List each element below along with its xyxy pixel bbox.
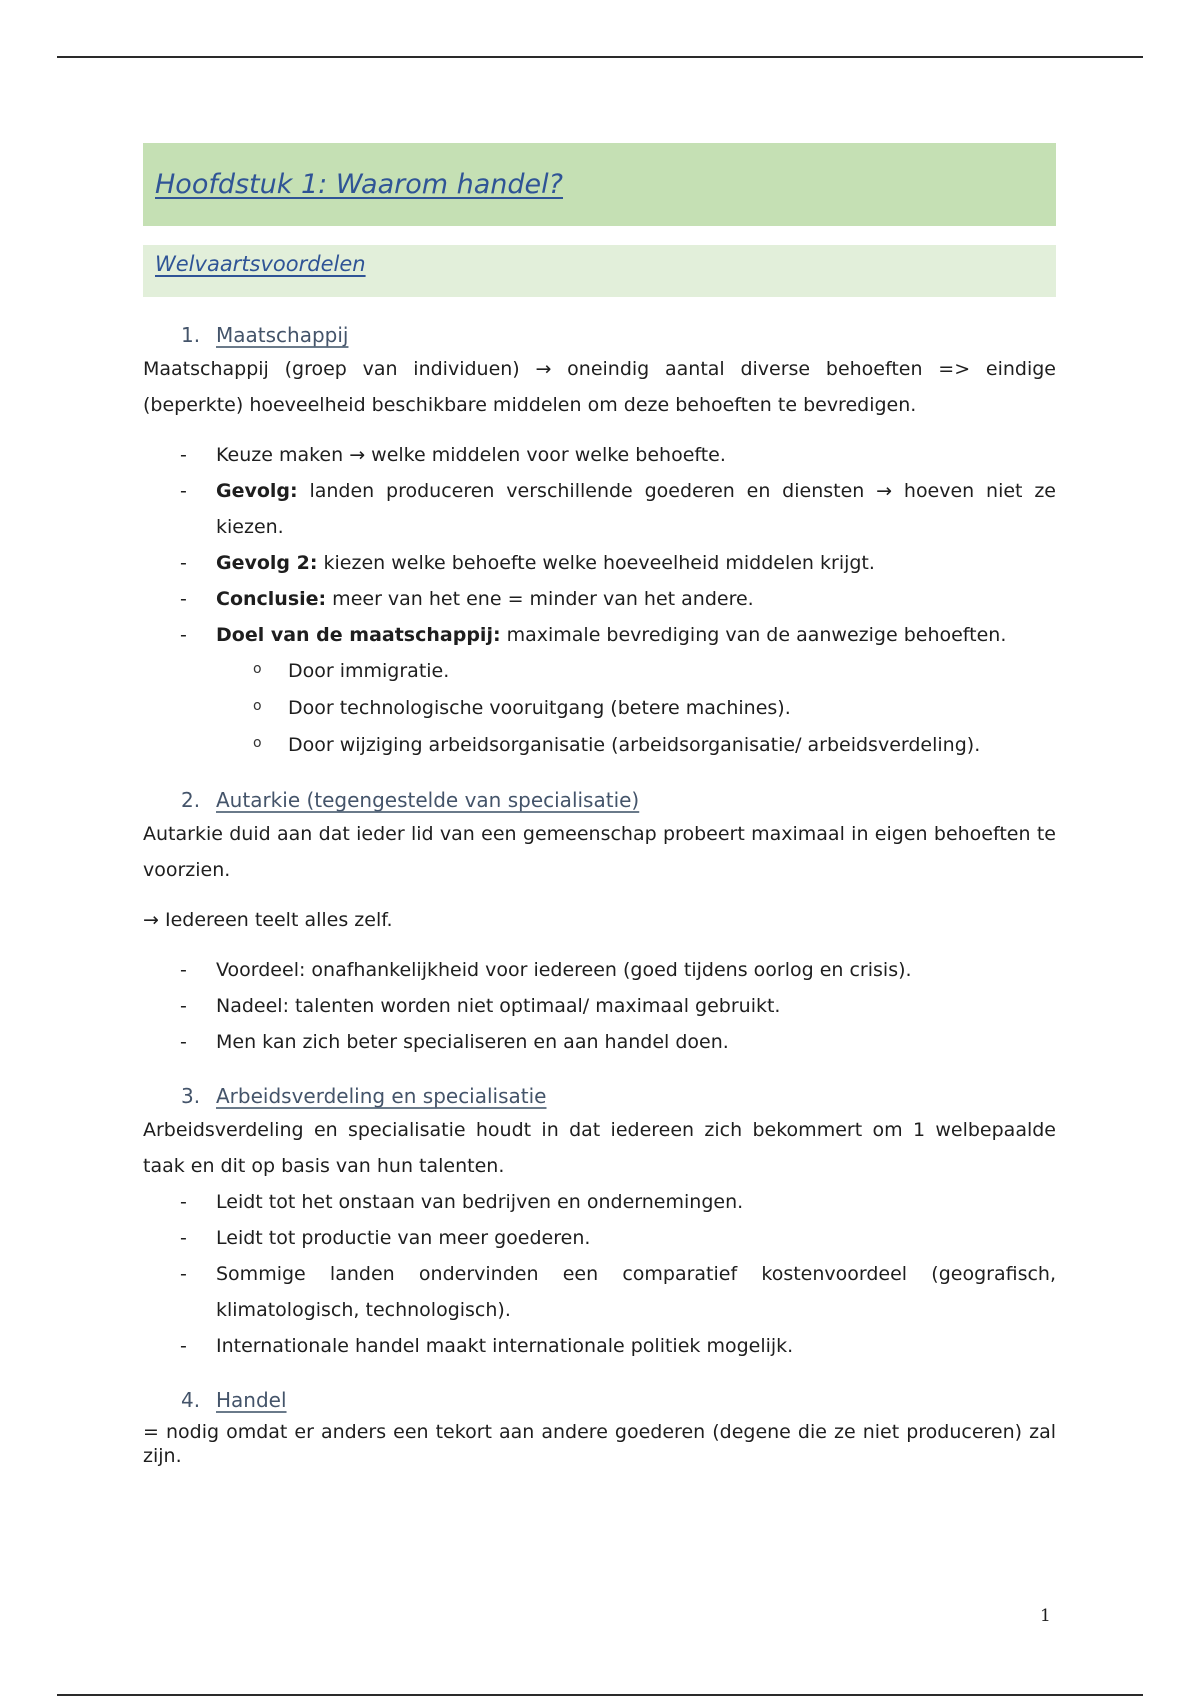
section-1-heading (181, 323, 1056, 347)
list-item (143, 473, 1056, 545)
section-3-intro: Arbeidsverdeling en specialisatie houdt in dat iedereen zich bekommert om 1 welbepaalde taak en dit op basis van hun talenten. (143, 1119, 1056, 1177)
list-item (143, 581, 1056, 617)
list-item: - Internationale handel maakt internationale politiek mogelijk. (143, 1328, 1056, 1364)
list-item-bold: Doel van de maatschappij: (216, 624, 501, 646)
section-heading-band (143, 245, 1056, 297)
sub-list-item: o Door wijziging arbeidsorganisatie (arbeidsorganisatie/ arbeidsverdeling). (143, 727, 1056, 764)
section-1-bullets (143, 437, 1056, 653)
section-2-arrow-line: → Iedereen teelt alles zelf. (143, 909, 393, 931)
list-item-text: meer van het ene = minder van het andere. (326, 588, 754, 610)
section-title: Maatschappij (216, 323, 349, 347)
list-item-text: Keuze maken → welke middelen voor welke behoefte. (216, 444, 726, 466)
list-item-bold: Gevolg 2: (216, 552, 318, 574)
page-number: 1 (1040, 1606, 1051, 1626)
section-2-intro: Autarkie duid aan dat ieder lid van een gemeenschap probeert maximaal in eigen behoeften te voorzien. (143, 823, 1056, 881)
section-title: Handel (216, 1388, 287, 1412)
document-body (143, 143, 1056, 1468)
list-item (143, 545, 1056, 581)
list-item: - Leidt tot het onstaan van bedrijven en ondernemingen. (143, 1184, 1056, 1220)
list-item-text: kiezen welke behoefte welke hoeveelheid middelen krijgt. (317, 552, 875, 574)
list-item-bold: Conclusie: (216, 588, 327, 610)
list-item: - Nadeel: talenten worden niet optimaal/ maximaal gebruikt. (143, 988, 1056, 1024)
section-1-subbullets (143, 653, 1056, 764)
list-item-text: maximale bevrediging van de aanwezige behoeften. (500, 624, 1007, 646)
section-title: Arbeidsverdeling en specialisatie (216, 1084, 547, 1108)
section-4-intro: = nodig omdat er anders een tekort aan andere goederen (degene die ze niet produceren) zal zijn. (143, 1421, 1056, 1467)
chapter-heading-band (143, 143, 1056, 226)
section-number: 1. (181, 323, 201, 347)
section-2-bullets (143, 952, 1056, 1060)
sub-list-item: o Door technologische vooruitgang (betere machines). (143, 690, 1056, 727)
section-3-heading (181, 1084, 1056, 1108)
section-title: Autarkie (tegengestelde van specialisatie) (216, 788, 640, 812)
section-number: 2. (181, 788, 201, 812)
section-2-heading (181, 788, 1056, 812)
section-3-bullets (143, 1184, 1056, 1364)
header-rule (57, 56, 1143, 58)
section-number: 4. (181, 1388, 201, 1412)
sub-list-item: o Door immigratie. (143, 653, 1056, 690)
list-item: - Leidt tot productie van meer goederen. (143, 1220, 1056, 1256)
section-4-heading (181, 1388, 1056, 1412)
list-item: - Sommige landen ondervinden een comparatief kostenvoordeel (geografisch, klimatologisch, technologisch). (143, 1256, 1056, 1328)
list-item (143, 617, 1056, 653)
section-heading: Welvaartsvoordelen (155, 252, 366, 276)
list-item-text: landen produceren verschillende goederen en diensten → hoeven niet ze kiezen. (216, 480, 1056, 538)
list-item-bold: Gevolg: (216, 480, 298, 502)
list-item (143, 437, 1056, 473)
footer-rule (57, 1694, 1143, 1696)
list-item: - Men kan zich beter specialiseren en aan handel doen. (143, 1024, 1056, 1060)
list-item: - Voordeel: onafhankelijkheid voor iedereen (goed tijdens oorlog en crisis). (143, 952, 1056, 988)
chapter-title: Hoofdstuk 1: Waarom handel? (155, 169, 563, 200)
section-number: 3. (181, 1084, 201, 1108)
section-1-intro: Maatschappij (groep van individuen) → oneindig aantal diverse behoeften => eindige (beperkte) hoeveelheid beschikbare middelen om deze behoeften te bevredigen. (143, 358, 1056, 416)
